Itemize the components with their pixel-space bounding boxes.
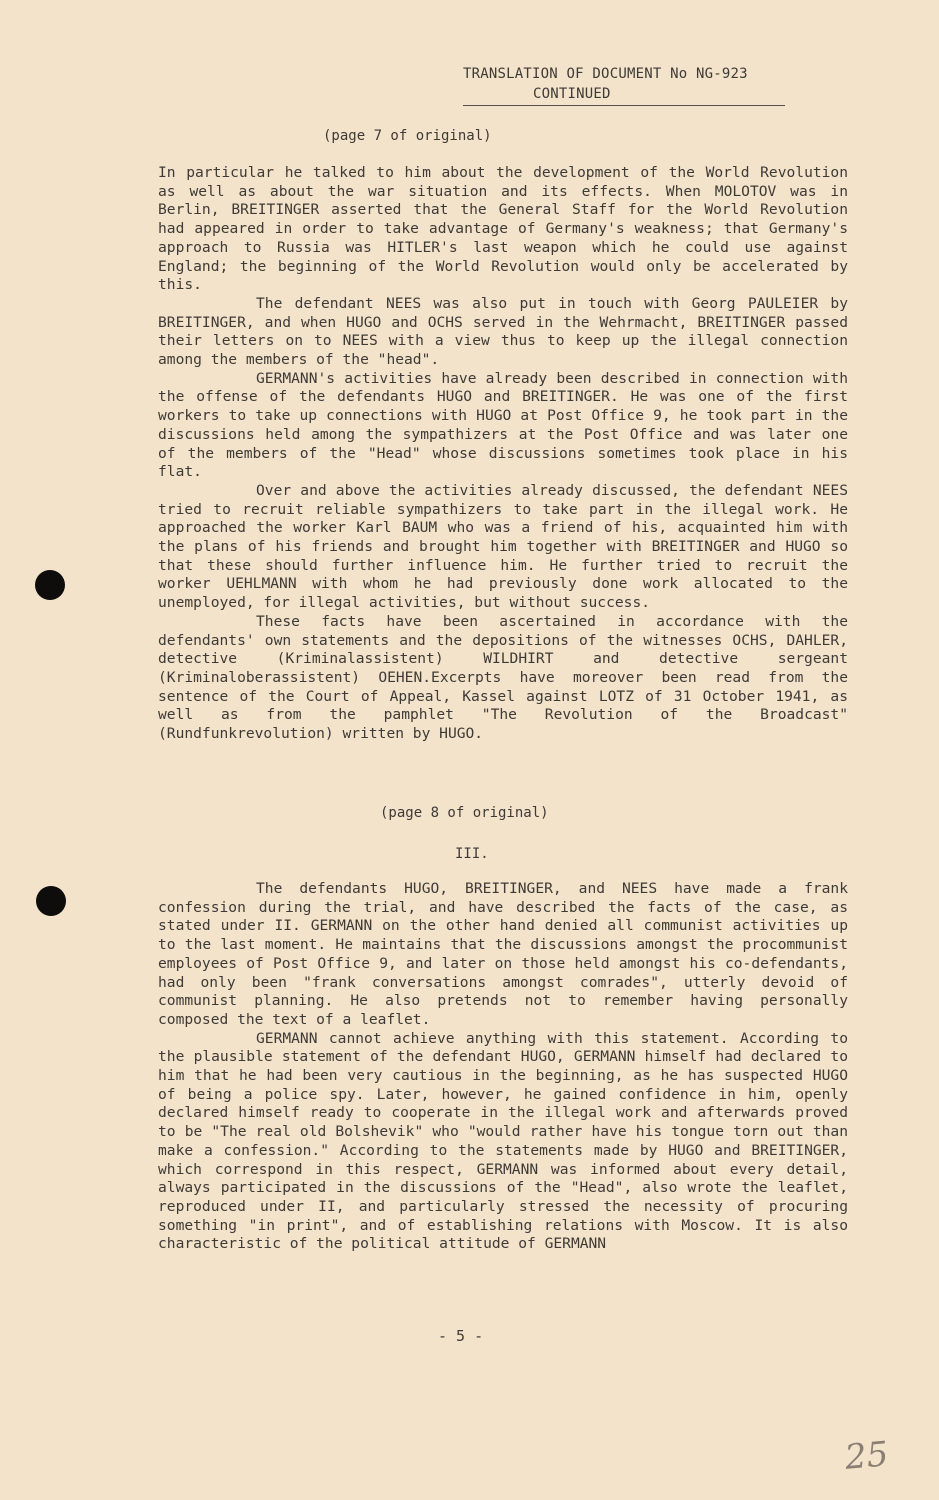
body-section-1 (158, 164, 848, 744)
page-number: - 5 - (438, 1327, 484, 1345)
page-reference-8: (page 8 of original) (380, 805, 549, 821)
header-continued: CONTINUED (533, 86, 611, 102)
punch-hole (36, 886, 66, 916)
paragraph: GERMANN's activities have already been described in connection with the offense of the defendants HUGO and BREITINGER. He was one of the first workers to take up connections with HUGO at Post Office 9, he took part in the discussions held among the sympathizers at the Post Office and was later one of the members of the "Head" whose discussions sometimes took place in his flat. (158, 369, 848, 481)
header-title: TRANSLATION OF DOCUMENT No NG-923 (463, 66, 748, 82)
paragraph: Over and above the activities already discussed, the defendant NEES tried to recruit reliable sympathizers to take part in the illegal work. He approached the worker Karl BAUM who was a friend of his, acquainted him with the plans of his friends and brought him together with BREITINGER and HUGO so that these should further influence him. He further tried to recruit the worker UEHLMANN with whom he had previously done work allocated to the unemployed, for illegal activities, but without success. (158, 481, 848, 612)
page-reference-7: (page 7 of original) (323, 128, 492, 144)
header-underline (463, 105, 785, 106)
paragraph: These facts have been ascertained in accordance with the defendants' own statements and the depositions of the witnesses OCHS, DAHLER, detective (Kriminalassistent) WILDHIRT and detective sergeant (Kriminaloberassistent) OEHEN.Excerpts have moreover been read from the sentence of the Court of Appeal, Kassel against LOTZ of 31 October 1941, as well as from the pamphlet "The Revolution of the Broadcast" (Rundfunkrevolution) written by HUGO. (158, 612, 848, 743)
document-header (463, 64, 785, 106)
punch-hole (35, 570, 65, 600)
paragraph: In particular he talked to him about the development of the World Revolution as well as about the war situation and its effects. When MOLOTOV was in Berlin, BREITINGER asserted that the General Staff for the World Revolution had appeared in order to take advantage of Germany's weakness; that Germany's approach to Russia was HITLER's last weapon which he could use against England; the beginning of the World Revolution would only be accelerated by this. (158, 164, 848, 294)
body-section-2 (158, 880, 848, 1254)
paragraph: GERMANN cannot achieve anything with this statement. According to the plausible statement of the defendant HUGO, GERMANN himself had declared to him that he had been very cautious in the beginning, as he has suspected HUGO of being a police spy. Later, however, he gained confidence in him, openly declared himself ready to cooperate in the illegal work and afterwards proved to be "The real old Bolshevik" who "would rather have his tongue torn out than make a confession." According to the statements made by HUGO and BREITINGER, which correspond in this respect, GERMANN was informed about every detail, always participated in the discussions of the "Head", also wrote the leaflet, reproduced under II, and particularly stressed the necessity of procuring something "in print", and of establishing relations with Moscow. It is also characteristic of the political attitude of GERMANN (158, 1029, 848, 1253)
paragraph: The defendant NEES was also put in touch with Georg PAULEIER by BREITINGER, and when HUGO and OCHS served in the Wehrmacht, BREITINGER passed their letters on to NEES with a view thus to keep up the illegal connection among the members of the "head". (158, 294, 848, 369)
paragraph: The defendants HUGO, BREITINGER, and NEES have made a frank confession during the trial, and have described the facts of the case, as stated under II. GERMANN on the other hand denied all communist activities up to the last moment. He maintains that the discussions amongst the procommunist employees of Post Office 9, and later on those held amongst his co-defendants, had only been "frank conversations amongst comrades", utterly devoid of communist planning. He also pretends not to remember having personally composed the text of a leaflet. (158, 880, 848, 1028)
handwritten-page-number: 25 (843, 1434, 890, 1478)
section-heading: III. (455, 846, 489, 862)
